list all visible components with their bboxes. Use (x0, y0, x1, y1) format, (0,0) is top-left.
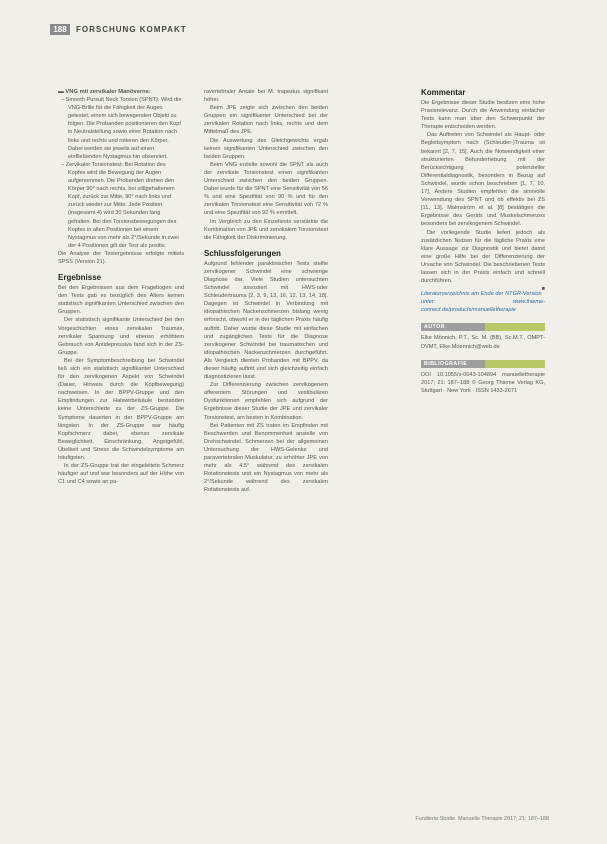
paragraph: Bei Patienten mit ZS traten im Empfinden mit Beschwerden und Benommenheit anstelle von Drehschwindel. Schmerzen bei der allgemeinen Untersuchung der HWS-Gelenke und paravertebralen Muskulatur, zu erhöhter JPE von mehr als 4.5° während des zervikalen Rotationstests und ein Nystagmus von mehr als 2°/Sekunde während des zervikalen Rotationstests auf. (204, 422, 328, 494)
heading-ergebnisse: Ergebnisse (58, 273, 102, 283)
paragraph: Die Auswertung des Gleichgewichts ergab keinen signifikanten Unterschied zwischen den beiden Gruppen. (204, 137, 328, 160)
paragraph: Die vorliegende Studie liefert jedoch als zusätzlichen Nutzen für die tägliche Praxis eine klare Aussage zur Diagnostik und bietet damit eine große Hilfe bei der Differenzierung der Ursache von Schwindel. Die beschriebenen Tests lassen sich in der Praxis einfach und schnell durchführen. (421, 229, 545, 285)
page-footer: Fundierte Studie. Manuelle Therapie 2017; 21: 187–188 (415, 816, 549, 822)
list-heading: ▬ VNG mit zervikaler Manöverns: (58, 89, 151, 95)
paragraph: Der statistisch signifikante Unterschied bei den Vorgeschichten eines zervikalen Traumas, zervikaler Spannung und ebenso erhöhtem Gebrauch von Antidepressiva fand sich in der ZS-Gruppe. (58, 317, 184, 356)
paragraph: Zur Differenzierung zwischen zervikogenem afferentem Störungen und vestibulären Dysfunktionen empfehlen sich aufgrund der Ergebnisse dieser Studie der JPE und zervikaler Torsionstest, am besten in Kombination. (204, 382, 328, 421)
paragraph: Beim JPE zeigte sich zwischen den beiden Gruppen ein signifikanter Unterschied bei der zervikalen Rotation nach links, rechts und dem Mittelmaß des JPE. (204, 105, 328, 136)
paragraph: Aufgrund fehlender paraklinischer Tests stellte zervikogener Schwindel eine schwierige Diagnose dar. Viele Studien untersuchten Schwindel assoziiert mit HWS-oder Schleudertrauma [2, 3, 9, 13, 16, 12, 13, 14, 18]. Dagegen ist Schwindel in Verbindung mit idiopathischen Nackenschmerzen bislang wenig erforscht, obwohl er in der täglichen Praxis häufig auftritt. Daher wurde diese Studie mit einfachen und zugänglichen Tests für die Diagnose zervikogener Schwindel bei traumatischen und idiopathischen Nackenschmerzen durchgeführt. Als Vergleich dienten Probanden mit BPPV, da dieser häufig auftritt und sich gleichzeitig einfach diagnostizieren lässt. (204, 260, 328, 381)
column-right (421, 88, 545, 395)
page-number: 188 (50, 24, 70, 35)
paragraph: Bei der Symptombeschreibung bei Schwindel ließ sich ein statistisch signifikanter Unterschied für den zervikogenen Aspekt von Schwindel (Dauer, Hinweis durch die Kopfbewegung) nachweisen. In der BPPV-Gruppe und den Empfindungen zur Halswirbelsäule bestanden keine Unterschiede zu der ZS-Gruppe. Die Symptome dauerten in der BPPV-Gruppe am längsten. In der ZS-Gruppe war häufig Kopfschmerz dabei, ebenso zervikale Beweglichkeit, Einschränkung, Angstgefühl, Übelkeit und Stress die Schwindelsymptome am häufigsten. (58, 357, 184, 462)
paragraph: Die Analyse der Testergebnisse erfolgte mittels SPSS (Version 21). (58, 250, 184, 265)
literature-link[interactable]: Literaturverzeichnis am Ende der NTGR-Version unter: www.thieme-connect.de/products/manuelletherapie (421, 291, 545, 314)
paragraph: Die Ergebnisse dieser Studie besitzen eine hohe Praxisrelevanz. Durch die Anwendung einfacher Tests kann man über den Schwerpunkt der Therapie entscheiden werden. (421, 100, 545, 131)
bibliografie-label: BIBLIOGRAFIE (421, 360, 545, 368)
paragraph: Beim VNG erzielte sowohl die SPNT als auch der zervikale Torsionstest einen signifikanten Unterschied zwischen den beiden Gruppen. Dabei wurde für die SPNT eine Sensitivität von 56 % und eine Spezifität von 90 % und für den zervikalen Torsionstest eine Sensitivität von 72 % und eine Spezifität von 92 % ermittelt. (204, 161, 328, 217)
autor-info: Elke Mönnich, P.T., Sc. M. (BB), Sc.M.T., OMPT-DVMT, Elke.Moennich@web.de (421, 335, 545, 350)
paragraph: Das Auftreten von Schwindel als Haupt- oder Begleitsymptom nach (Schleuder-)Trauma ist bekannt [2, 7, 15]. Auch die Notwendigkeit einer strukturierten Befunderhebung mit der Berücksichtigung potenzieller Differentialdiagnostik, besonders in Bezug auf Schwindel, wurde schon beschrieben [1, 7, 10, 17]. Andere Studien empfehlen die sinnvolle Verwendung des SPNT und ob effektiv bei ZS [11, 13]. Malmström et al. [8] bestätigen die Ergebnisse des Geräts und Muskelschmerzes besonders bei zervikogenem Schwindel. (421, 132, 545, 228)
column-middle (204, 88, 328, 495)
list-item: – Zervikaler Torsionstest: Bei Rotation des Kopfes wird die Bewegung der Augen aufgenommen. Die Probanden drehen den Körper 90° nach rechts, bei stillgehaltenem Kopf, zurück zur Mitte, 90° nach links und zurück wieder zur Mitte. Jede Position (insgesamt 4) wird 30 Sekunden lang gehalten. Bei den Torsionsbewegungen des Kopfes in allen Positionen bei einem Nystagmus von mehr als 2°/Sekunde in zwei der 4 Positionen gilt der Test als positiv. (61, 161, 179, 249)
list-item: – Smooth Pursuit Neck Torsion (SPNT): Wird die VNG-Brille füt die Fähigkeit der Augen getestet, einem sich bewegenden Objekt zu folgen. Die Probanden positionieren den Kopf in Neutralstellung sowie einer Rotation nach links und rechts und rotieren den Körper. Dabei werden sie jeweils auf einen einfließenden Nystagmus hin observiert. (61, 97, 182, 160)
heading-kommentar: Kommentar (421, 88, 466, 97)
heading-schlussfolgerungen: Schlussfolgerungen (204, 248, 281, 258)
paragraph: ravertebraler Areale bei M. trapezius signifikant höher. (204, 89, 328, 104)
page-header (50, 24, 570, 35)
bibliografie-info: DOI 10.1055/s-0043-104894 manuelletherapie 2017; 21: 187–188 © Georg Thieme Verlag KG, Stuttgart · New York · ISSN 1433-2671 (421, 371, 545, 394)
paragraph: In der ZS-Gruppe trat der eingeleitete Schmerz häufiger auf und war besonders auf der Höhe von C1 und C4 sowie an pa- (58, 463, 184, 486)
end-mark: ■ (541, 286, 545, 293)
section-title: FORSCHUNG KOMPAKT (76, 25, 187, 34)
paragraph: Bei den Ergebnissen aus dem Fragebogen und den Tests gab es bezüglich des Alters keinen statistisch signifikanten Unterschied zwischen den Gruppen. (58, 285, 184, 316)
column-left (58, 88, 184, 486)
autor-label: AUTOR (421, 323, 545, 331)
paragraph: Im Vergleich zu den Einzeltests verstärkte die Kombination von JPE und zervikalem Torsionstest die Fähigkeit der Diskriminierung. (204, 218, 328, 241)
